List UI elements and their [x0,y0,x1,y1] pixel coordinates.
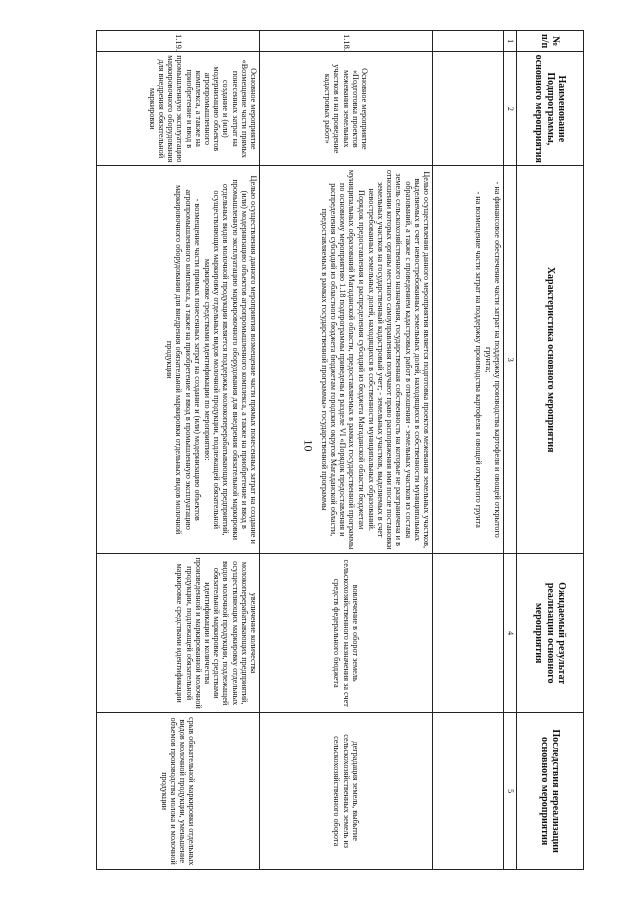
header-num: № п/п [517,31,584,52]
non-implementation-consequences: деградация земель, выбытие сельскохозяйственных земель из сельскохозяйственного оборота [260,713,433,870]
column-number: 2 [504,52,517,166]
characteristic-paragraph: Целью осуществления данного мероприятия возмещение части прямых понесенных затрат на создание и (или) модернизацию объектов агропромышленного комплекса, а также на приобретение и ввод в промышленную эксплуатацию маркировочного оборудования для внедрения обязательной маркировки отдельных видов молочной продукции является поддержка молокоперерабатывающих предприятий, осуществляющих маркировку отдельных видов молочной продукции, подлежащей обязательной маркировке средствами идентификации по мероприятию: [203,175,258,544]
table-row [260,31,433,870]
measure-characteristic [260,166,433,554]
table-row [433,31,504,870]
expected-result: вовлечение в оборот земель сельскохозяйственного назначения за счет средств федерального бюджета [260,554,433,713]
header-characteristic: Характеристика основного мероприятия [517,166,584,554]
column-number: 4 [504,554,517,713]
measure-name: Основное мероприятие «Подготовка проектов межевания земельных участков и на проведение кадастровых работ» [260,52,433,166]
column-number: 3 [504,166,517,554]
header-name: Наименование Подпрограммы, основного мероприятия [517,52,584,166]
row-number: 1.19. [97,31,260,52]
characteristic-paragraph: - на возмещение части затрат на поддержку производства картофеля и овощей открытого грунта [473,191,483,528]
characteristic-paragraph: - возмещение части прямых понесенных затрат на создание и (или) модернизацию объектов агропромышленного комплекса, а также на приобретение и ввод в промышленную эксплуатацию маркировочного оборудования для внедрения обязательной маркировки отдельных видов молочной продукции [165,185,202,535]
non-implementation-consequences: срыв обязательной маркировки отдельных видов молочной продукции, уменьшение объемов производства молока и молочной продукции [97,713,260,870]
rotated-table-wrapper [104,30,584,870]
row-number [433,31,504,52]
measure-name [433,52,504,166]
measures-table [96,30,584,870]
expected-result: увеличение количества молокоперерабатывающих предприятий, осуществляющих маркировку отдельных видов молочной продукции, подлежащей обязательной маркировке средствами идентификации и количества произведенной и маркированной молочной продукции, подлежащей обязательной маркировке средствами идентификации [97,554,260,713]
table-row [97,31,260,870]
characteristic-paragraph: Целью осуществления данного мероприятия является подготовка проектов межевания земельных участков, выделяемых в счет невостребованных земельных долей, находящихся в собственности муниципальных образований, а также с проведением кадастровых работ в отношении - земельных участков из состава земель сельскохозяйственного назначения, государственная собственность на которые не разграничена и в отношении которых органы местного самоуправления получают право распоряжения ими после постановки земельных участков на государственный кадастровый учет; - земельных участков, выделяемых в счет невостребованных земельных долей, находящихся в собственности муниципальных образований. [366,169,431,550]
column-number-row [504,31,517,870]
header-consequences: Последствия нереализации основного мероприятия [517,713,584,870]
column-number: 1 [504,31,517,52]
characteristic-paragraph: Порядок предоставления и распределения субсидий из бюджета Магаданской области бюджетам муниципальных образований Магаданской области, предоставляемых в рамках государственной программы по основному мероприятию 1.18 подпрограммы приведены в разделе VI «Порядок предоставления и распределения субсидий из областного бюджета бюджетам городских округов Магаданской области, предоставляемых в рамках государственной программы» государственной программы [319,169,366,550]
measure-characteristic [433,166,504,554]
column-number: 5 [504,713,517,870]
non-implementation-consequences [433,713,504,870]
characteristic-paragraph: - на финансовое обеспечение части затрат на поддержку производства картофеля и овощей открытого грунта; [483,181,502,538]
expected-result [433,554,504,713]
measure-name: Основное мероприятие «Возмещение части прямых понесенных затрат на создание и (или) модернизацию объектов агропромышленного комплекса, а также на приобретение и ввод в промышленную эксплуатацию маркировочного оборудования для внедрения обязательной маркировки [97,52,260,166]
table-header-row [517,31,584,870]
header-result: Ожидаемый результат реализации основного мероприятия [517,554,584,713]
row-number: 1.18. [260,31,433,52]
page-number: 10 [301,439,316,452]
measure-characteristic [97,166,260,554]
